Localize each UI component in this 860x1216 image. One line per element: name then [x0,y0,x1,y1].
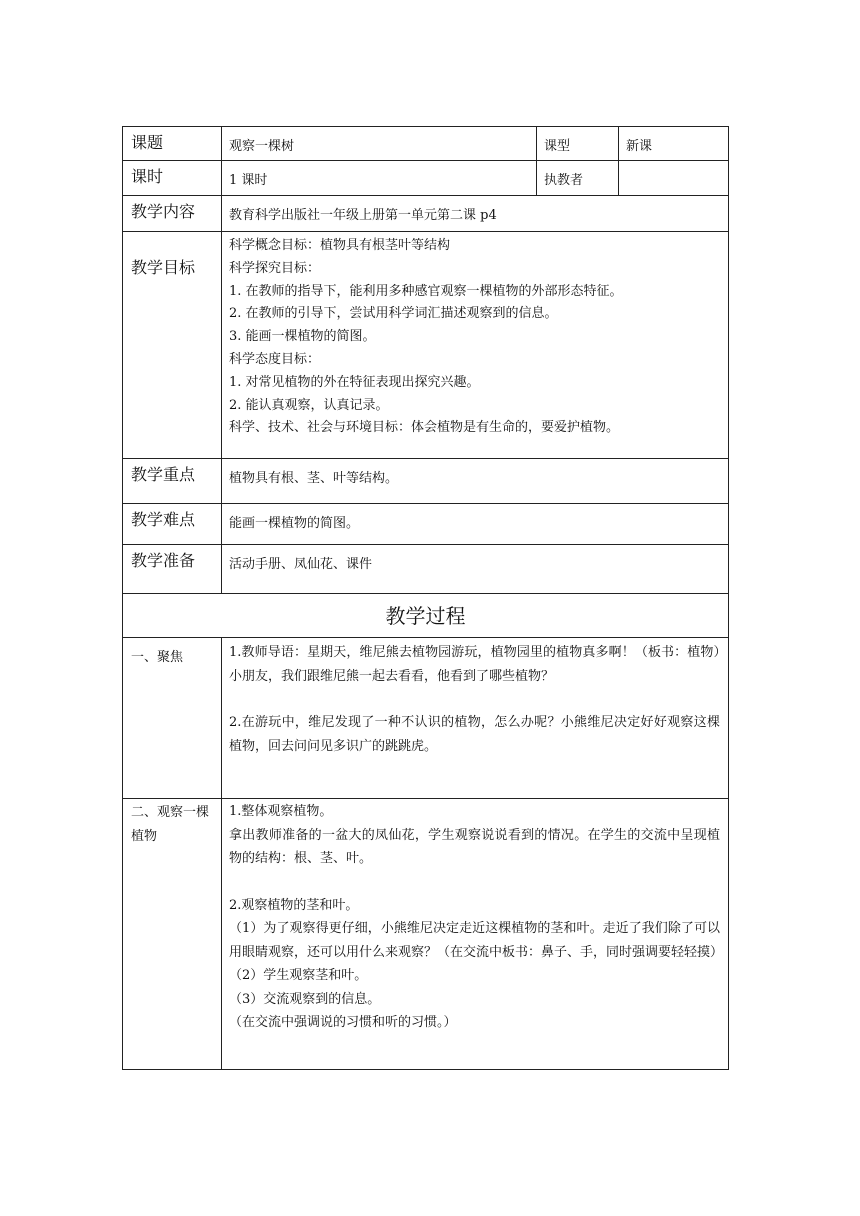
lesson-plan-table [122,126,729,1070]
step2-label-text: 二、观察一棵植物 [131,805,210,844]
objective-line: 3. 能画一棵植物的简图。 [229,329,376,345]
step2-label [123,799,222,1070]
step2-heading: 1.整体观察植物。 [229,804,333,819]
lesson-type-value: 新课 [619,127,729,161]
objective-line: 2. 能认真观察，认真记录。 [229,397,389,413]
step2-body [222,799,729,1070]
paragraph-gap [229,871,720,894]
preparation-value: 活动手册、凤仙花、课件 [222,545,729,594]
row-period [123,161,729,196]
period-label: 课时 [123,161,222,196]
objective-line: 2. 在教师的引导下，尝试用科学词汇描述观察到的信息。 [229,306,558,322]
objective-line: 1. 对常见植物的外在特征表现出探究兴趣。 [229,374,480,390]
difficulty-value: 能画一棵植物的简图。 [222,504,729,545]
key-point-label: 教学重点 [123,459,222,504]
difficulty-label: 教学难点 [123,504,222,545]
topic-label: 课题 [123,127,222,161]
step2-item: （3）交流观察到的信息。 [229,991,381,1007]
objective-line: 科学概念目标：植物具有根茎叶等结构 [229,238,451,253]
objectives-list [222,232,729,459]
step1-label: 一、聚焦 [123,638,222,799]
row-difficulty [123,504,729,545]
teacher-value [619,161,729,196]
preparation-label: 教学准备 [123,545,222,594]
step2-heading: 2.观察植物的茎和叶。 [229,897,359,913]
step2-item: （1）为了观察得更仔细，小熊维尼决定走近这棵植物的茎和叶。走近了我们除了可以用眼睛观察，还可以用什么来观察？（在交流中板书：鼻子、手，同时强调要轻轻摸） [229,921,724,960]
topic-value: 观察一棵树 [222,127,537,161]
row-key-point [123,459,729,504]
row-content [123,196,729,232]
lesson-type-label: 课型 [537,127,619,161]
objective-line: 1. 在教师的指导下，能利用多种感官观察一棵植物的外部形态特征。 [229,283,623,299]
objective-line: 科学态度目标： [229,351,321,367]
row-topic [123,127,729,161]
key-point-value: 植物具有根、茎、叶等结构。 [222,459,729,504]
row-step-observe [123,799,729,1070]
objective-line: 科学探究目标： [229,260,321,276]
row-process-title [123,594,729,638]
step2-item: （2）学生观察茎和叶。 [229,968,368,983]
step2-paragraph: 拿出教师准备的一盆大的凤仙花，学生观察说说看到的情况。在学生的交流中呈现植物的结构：根、茎、叶。 [229,827,720,866]
step2-item: （在交流中强调说的习惯和听的习惯。） [229,1015,457,1030]
period-value: 1 课时 [222,161,537,196]
row-preparation [123,545,729,594]
step1-paragraph: 1.教师导语：星期天，维尼熊去植物园游玩，植物园里的植物真多啊！（板书：植物）小朋友，我们跟维尼熊一起去看看，他看到了哪些植物？ [229,645,720,684]
content-value: 教育科学出版社一年级上册第一单元第二课 p4 [222,196,729,232]
row-step-focus [123,638,729,799]
teacher-label: 执教者 [537,161,619,196]
content-label: 教学内容 [123,196,222,232]
objective-line: 科学、技术、社会与环境目标：体会植物是有生命的，要爱护植物。 [229,420,620,436]
step1-paragraph: 2.在游玩中，维尼发现了一种不认识的植物，怎么办呢？小熊维尼决定好好观察这棵植物，回去问问见多识广的跳跳虎。 [229,715,720,754]
row-objectives [123,232,729,459]
process-title: 教学过程 [123,594,729,638]
objectives-label: 教学目标 [123,232,222,459]
paragraph-gap [229,688,720,711]
step1-body [222,638,729,799]
